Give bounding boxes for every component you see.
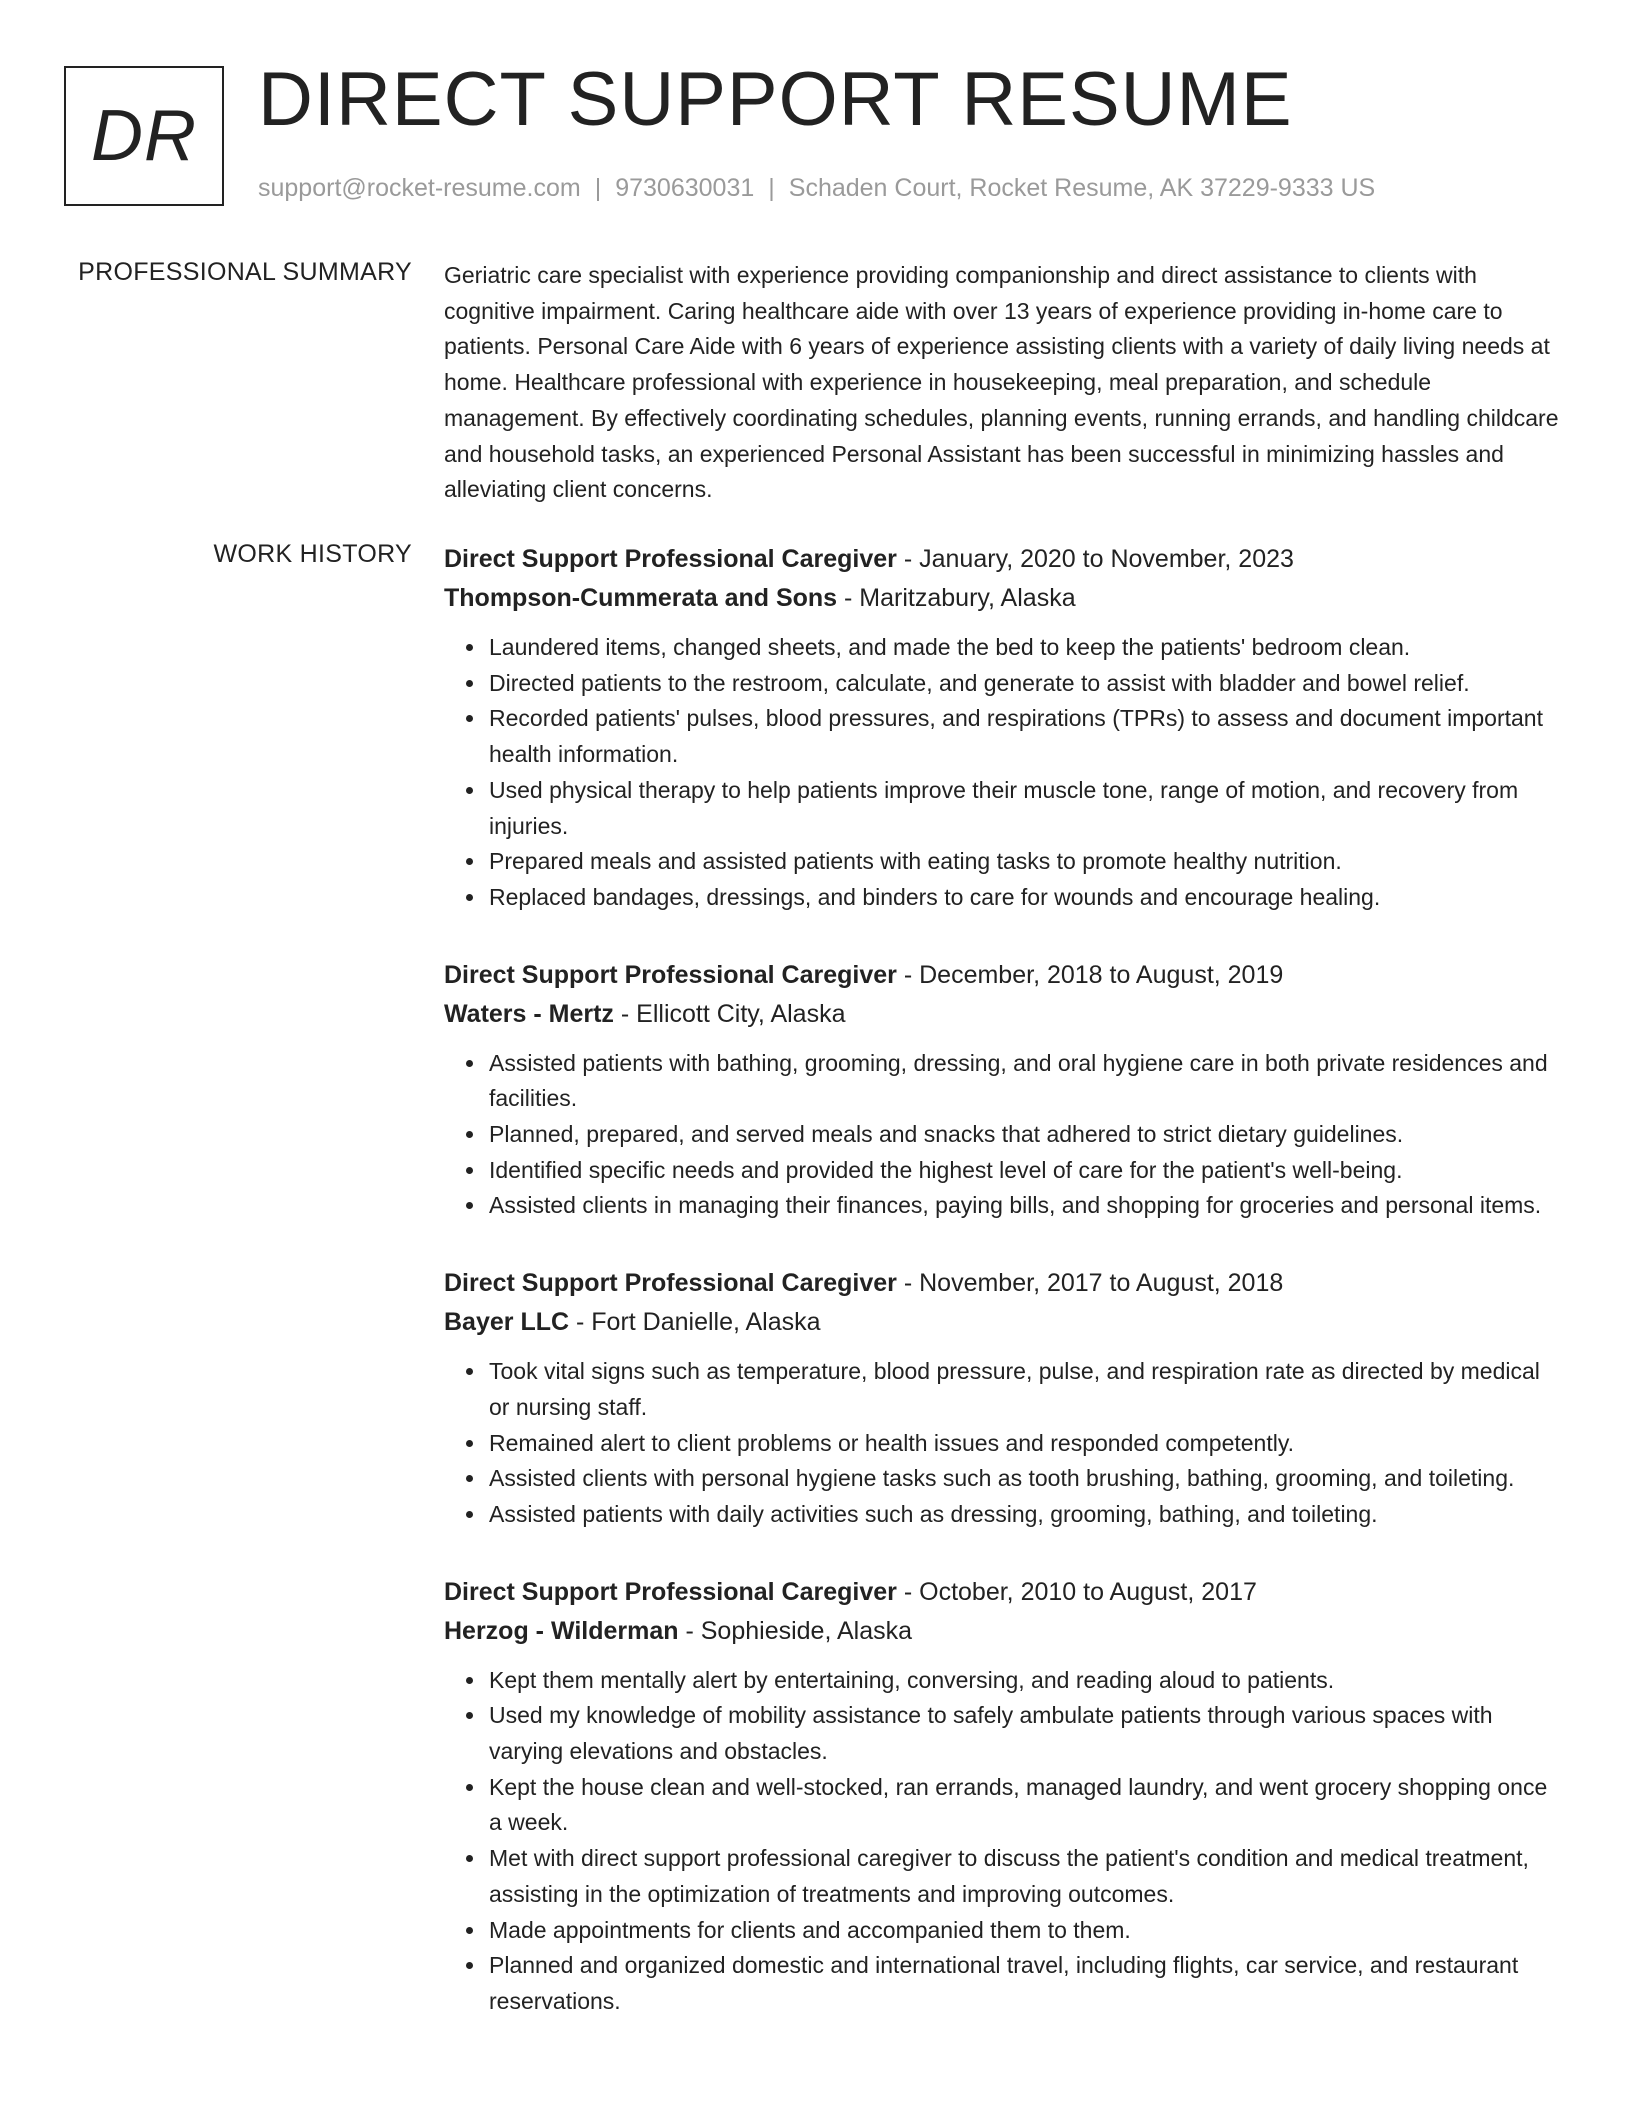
monogram-initials: DR bbox=[91, 96, 197, 176]
job-bullet: • Kept the house clean and well-stocked, ran errands, managed laundry, and went grocery shopping once a week. bbox=[487, 1770, 1564, 1841]
job-bullet: • Replaced bandages, dressings, and binders to care for wounds and encourage healing. bbox=[487, 880, 1564, 916]
job-title-line bbox=[444, 1264, 1564, 1303]
job-bullet: • Assisted clients in managing their finances, paying bills, and shopping for groceries and personal items. bbox=[487, 1188, 1564, 1224]
job-bullet: • Laundered items, changed sheets, and made the bed to keep the patients' bedroom clean. bbox=[487, 630, 1564, 666]
job-entry bbox=[444, 1264, 1564, 1533]
job-bullets bbox=[444, 1663, 1564, 2020]
job-company: Thompson-Cummerata and Sons bbox=[444, 584, 838, 612]
job-company-line bbox=[444, 995, 1564, 1034]
job-company: Herzog - Wilderman bbox=[444, 1616, 679, 1645]
section-label-work-history: WORK HISTORY bbox=[213, 540, 412, 568]
job-dates: - January, 2020 to November, 2023 bbox=[896, 545, 1294, 573]
job-title-line bbox=[444, 956, 1564, 995]
job-dates: - October, 2010 to August, 2017 bbox=[896, 1577, 1257, 1606]
job-company: Bayer LLC bbox=[444, 1308, 570, 1337]
job-title: Direct Support Professional Caregiver bbox=[444, 1269, 897, 1298]
contact-separator: | bbox=[594, 174, 602, 202]
job-location: - Ellicott City, Alaska bbox=[613, 999, 846, 1028]
job-entry bbox=[444, 956, 1564, 1225]
job-bullet: • Assisted patients with daily activities such as dressing, grooming, bathing, and toileting. bbox=[487, 1497, 1564, 1533]
job-bullets bbox=[444, 1354, 1564, 1533]
work-history-list bbox=[444, 540, 1564, 2060]
job-company-line bbox=[444, 1303, 1564, 1342]
job-bullet: • Met with direct support professional caregiver to discuss the patient's condition and medical treatment, assisting in the optimization of treatments and improving outcomes. bbox=[487, 1841, 1564, 1912]
job-bullet: • Remained alert to client problems or health issues and responded competently. bbox=[487, 1426, 1564, 1462]
section-label-professional-summary: PROFESSIONAL SUMMARY bbox=[78, 258, 412, 286]
job-entry bbox=[444, 1573, 1564, 2020]
job-title-line bbox=[444, 1573, 1564, 1612]
job-bullet: • Recorded patients' pulses, blood pressures, and respirations (TPRs) to assess and document important health information. bbox=[487, 701, 1564, 772]
job-company-line bbox=[444, 1612, 1564, 1651]
job-location: - Fort Danielle, Alaska bbox=[569, 1308, 821, 1337]
job-title: Direct Support Professional Caregiver bbox=[444, 1577, 897, 1606]
job-bullet: • Used my knowledge of mobility assistance to safely ambulate patients through various spaces with varying elevations and obstacles. bbox=[487, 1698, 1564, 1769]
job-bullet: • Kept them mentally alert by entertaining, conversing, and reading aloud to patients. bbox=[487, 1663, 1564, 1699]
job-bullet: • Prepared meals and assisted patients with eating tasks to promote healthy nutrition. bbox=[487, 844, 1564, 880]
job-location: - Maritzabury, Alaska bbox=[837, 584, 1076, 612]
job-bullet: • Assisted patients with bathing, grooming, dressing, and oral hygiene care in both private residences and facilities. bbox=[487, 1046, 1564, 1117]
job-company-line bbox=[444, 579, 1564, 618]
job-bullet: • Planned and organized domestic and international travel, including flights, car service, and restaurant reservations. bbox=[487, 1948, 1564, 2019]
contact-line bbox=[258, 174, 1375, 203]
contact-separator: | bbox=[768, 174, 775, 202]
contact-phone: 9730630031 bbox=[615, 174, 755, 202]
job-company: Waters - Mertz bbox=[444, 999, 614, 1028]
job-dates: - December, 2018 to August, 2019 bbox=[896, 960, 1284, 989]
job-bullet: • Made appointments for clients and accompanied them to them. bbox=[487, 1913, 1564, 1949]
job-bullet: • Planned, prepared, and served meals and snacks that adhered to strict dietary guidelines. bbox=[487, 1117, 1564, 1153]
monogram-badge bbox=[64, 66, 224, 206]
professional-summary-text: Geriatric care specialist with experience providing companionship and direct assistance to clients with cognitive impairment. Caring healthcare aide with over 13 years of experience providing in-home care to patients. Personal Care Aide with 6 years of experience assisting clients with a variety of daily living needs at home. Healthcare professional with experience in housekeeping, meal preparation, and schedule management. By effectively coordinating schedules, planning events, running errands, and handling childcare and household tasks, an experienced Personal Assistant has been successful in minimizing hassles and alleviating client concerns. bbox=[444, 262, 1559, 503]
job-bullets bbox=[444, 630, 1564, 916]
job-bullet: • Assisted clients with personal hygiene tasks such as tooth brushing, bathing, grooming, and toileting. bbox=[487, 1461, 1564, 1497]
contact-address: Schaden Court, Rocket Resume, AK 37229-9333 US bbox=[788, 174, 1376, 202]
job-bullets bbox=[444, 1046, 1564, 1225]
job-entry bbox=[444, 540, 1564, 916]
job-dates: - November, 2017 to August, 2018 bbox=[896, 1269, 1284, 1298]
job-title: Direct Support Professional Caregiver bbox=[444, 545, 897, 573]
job-title-line bbox=[444, 540, 1564, 579]
job-location: - Sophieside, Alaska bbox=[678, 1616, 913, 1645]
job-bullet: • Directed patients to the restroom, calculate, and generate to assist with bladder and bowel relief. bbox=[487, 666, 1564, 702]
job-bullet: • Used physical therapy to help patients improve their muscle tone, range of motion, and recovery from injuries. bbox=[487, 773, 1564, 844]
job-bullet: • Took vital signs such as temperature, blood pressure, pulse, and respiration rate as directed by medical or nursing staff. bbox=[487, 1354, 1564, 1425]
contact-email: support@rocket-resume.com bbox=[258, 174, 581, 202]
job-bullet: • Identified specific needs and provided the highest level of care for the patient's well-being. bbox=[487, 1153, 1564, 1189]
resume-title: DIRECT SUPPORT RESUME bbox=[258, 57, 1293, 142]
job-title: Direct Support Professional Caregiver bbox=[444, 960, 897, 989]
